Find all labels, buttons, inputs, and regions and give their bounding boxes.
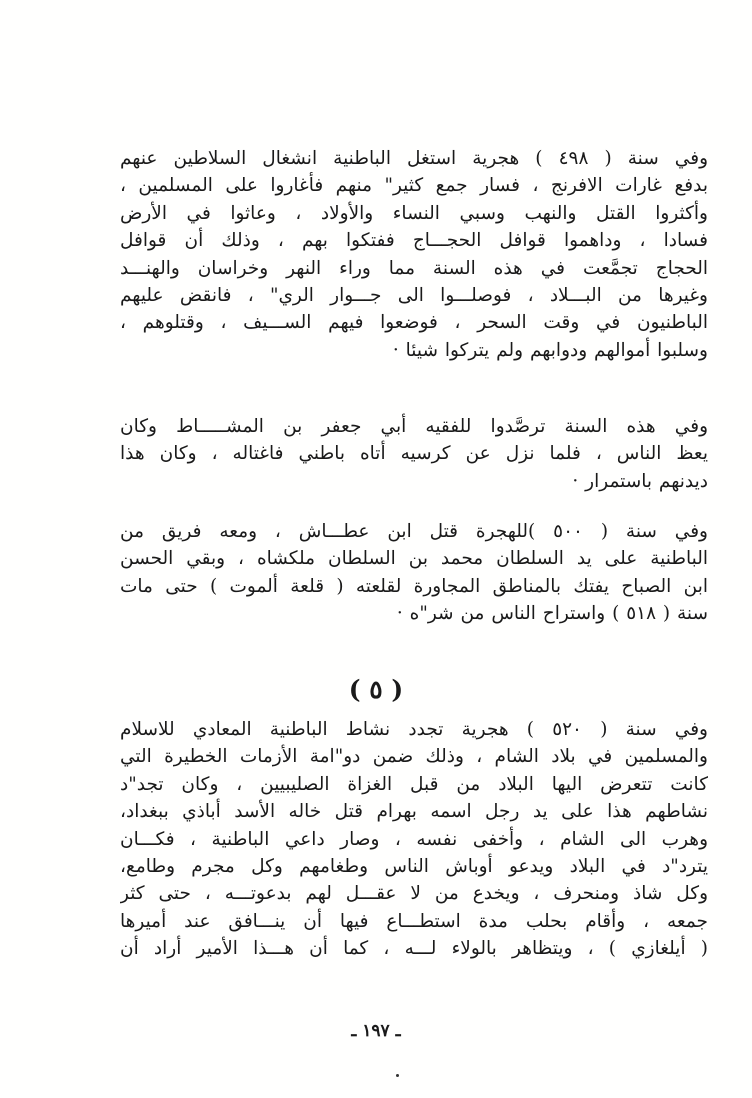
text-line: والمسلمين في بلاد الشام ، وذلك ضمن دو"امة الأزمات الخطيرة التي	[120, 746, 708, 768]
text-line: الحجاج تجمَّعت في هذه السنة مما وراء النهر وخراسان والهنـــد	[120, 257, 708, 279]
text-line: وكل شاذ ومنحرف ، ويخدع من لا عقـــل لهم بدعوتـــه ، حتى كثر	[120, 883, 708, 905]
section-heading: ( ٥ )	[348, 675, 404, 704]
text-line: الباطنية على يد السلطان محمد بن السلطان ملكشاه ، وبقي الحسن	[120, 548, 708, 570]
text-line: جمعه ، وأقام بحلب مدة استطـــاع فيها أن ينـــافق عند أميرها	[120, 910, 708, 932]
paragraph-mushat	[120, 413, 708, 495]
text-line: وفي سنة ( ٥٠٠ )للهجرة قتل ابن عطـــاش ، ومعه فريق من	[120, 521, 708, 542]
text-line: بدفع غارات الافرنج ، فسار جمع كثير" منهم فأغاروا على المسلمين ،	[120, 175, 708, 197]
text-line: فسادا ، وداهموا قوافل الحجـــاج ففتكوا بهم ، وذلك أن قوافل	[120, 230, 708, 252]
text-line: نشاطهم هذا على يد رجل اسمه بهرام قتل خاله الأسد أباذي ببغداد،	[120, 801, 708, 823]
text-line: ديدنهم باستمرار ·	[572, 470, 708, 492]
page-number: ـ ١٩٧ ـ	[351, 1021, 401, 1041]
text-line: وغيرها من البـــلاد ، فوصلـــوا الى جـــوار الري" ، فانقض عليهم	[120, 285, 708, 307]
text-line: وفي سنة ( ٤٩٨ ) هجرية استغل الباطنية انشغال السلاطين عنهم	[120, 148, 708, 169]
text-line: سنة ( ٥١٨ ) واستراح الناس من شر"ه ·	[396, 603, 708, 625]
text-line: ( أيلغازي ) ، ويتظاهر بالولاء لـــه ، كما أن هـــذا الأمير أراد أن	[120, 938, 708, 960]
text-line: وفي سنة ( ٥٢٠ ) هجرية تجدد نشاط الباطنية المعادي للاسلام	[120, 719, 708, 740]
paragraph-498	[120, 145, 708, 364]
text-line: وهرب الى الشام ، وأخفى نفسه ، وصار داعي الباطنية ، فكـــان	[120, 828, 708, 850]
text-line: وأكثروا القتل والنهب وسبي النساء والأولاد ، وعاثوا في الأرض	[120, 202, 708, 224]
text-line: وفي هذه السنة ترصَّدوا للفقيه أبي جعفر بن المشـــــاط وكان	[120, 416, 708, 437]
text-line: يعظ الناس ، فلما نزل عن كرسيه أتاه باطني فاغتاله ، وكان هذا	[120, 443, 708, 465]
paragraph-500	[120, 518, 708, 628]
text-line: وسلبوا أموالهم ودوابهم ولم يتركوا شيئا ·	[392, 339, 708, 361]
print-speck	[396, 1074, 399, 1077]
text-line: ابن الصباح يفتك بالمناطق المجاورة لقلعته ( قلعة ألموت ) حتى مات	[120, 575, 708, 597]
text-line: الباطنيون في وقت السحر ، فوضعوا فيهم الســـيف ، وقتلوهم ،	[120, 312, 708, 334]
paragraph-520	[120, 716, 708, 963]
text-line: كانت تتعرض اليها البلاد من قبل الغزاة الصليبيين ، وكان تجد"د	[120, 773, 708, 795]
text-line: يترد"د في البلاد ويدعو أوباش الناس وطغامهم وكل مجرم وطامع،	[120, 856, 708, 878]
